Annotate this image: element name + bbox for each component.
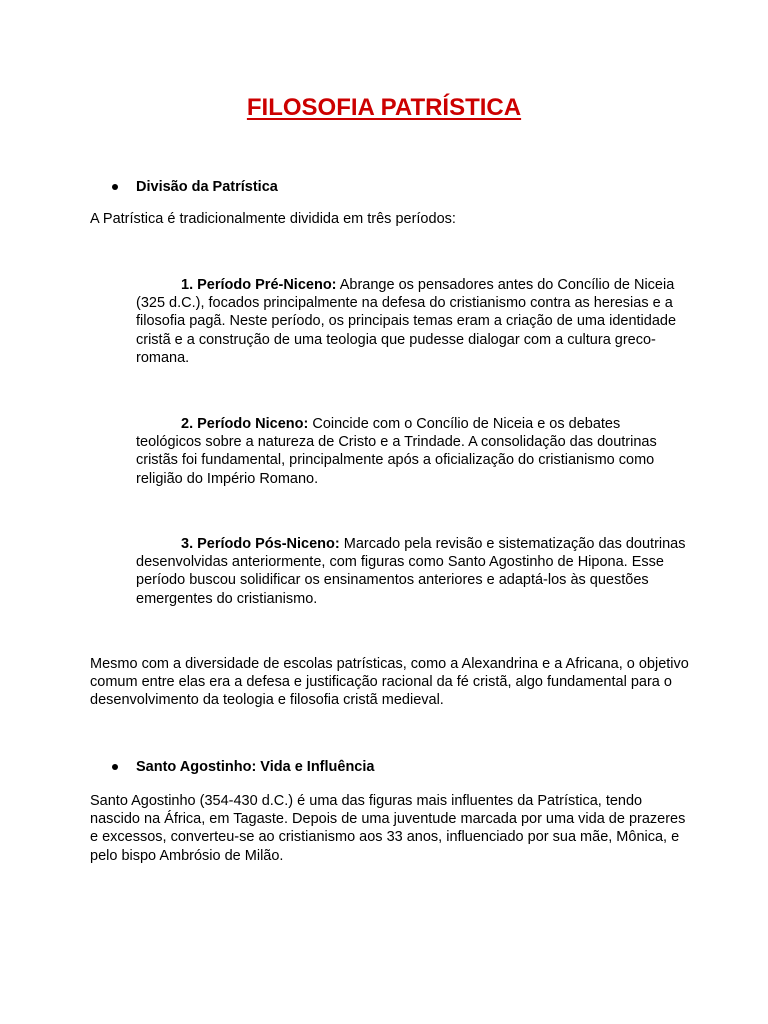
period-item-pre-niceno [136,276,688,367]
period-item-niceno [136,415,688,488]
bullet-dot [112,764,118,770]
period-label: 2. Período Niceno: [181,416,309,432]
document-title: FILOSOFIA PATRÍSTICA [246,94,522,121]
bullet-dot [112,184,118,190]
intro-paragraph: A Patrística é tradicionalmente dividida em três períodos: [90,211,456,227]
period-text: Marcado pela revisão e sistematização das doutrinas desenvolvidas anteriormente, com figuras como Santo Agostinho de Hipona. Esse período buscou solidificar os ensinamentos anteriores e adaptá-los às questões emergentes do cristianismo. [136,536,686,607]
period-label: 3. Período Pós-Niceno: [181,536,340,552]
period-text: Coincide com o Concílio de Niceia e os debates teológicos sobre a natureza de Cristo e a Trindade. A consolidação das doutrinas cristãs foi fundamental, principalmente após a oficialização do cristianismo como religião do Império Romano. [136,416,657,487]
agostinho-paragraph: Santo Agostinho (354-430 d.C.) é uma das figuras mais influentes da Patrística, tendo nascido na África, em Tagaste. Depois de uma juventude marcada por uma vida de prazeres e excessos, converteu-se ao cristianismo aos 33 anos, influenciado por sua mãe, Mônica, e pelo bispo Ambrósio de Milão. [90,793,686,864]
period-item-pos-niceno [136,535,688,608]
period-text: Abrange os pensadores antes do Concílio de Niceia (325 d.C.), focados principalmente na defesa do cristianismo contra as heresias e a filosofia pagã. Neste período, os principais temas eram a criação de uma identidade cristã e a construção de uma teologia que pudesse dialogar com a cultura greco-romana. [136,277,677,366]
section-heading-label: Santo Agostinho: Vida e Influência [136,759,375,775]
period-label: 1. Período Pré-Niceno: [181,277,337,293]
section-heading-label: Divisão da Patrística [136,179,278,195]
closing-paragraph: Mesmo com a diversidade de escolas patrísticas, como a Alexandrina e a Africana, o objetivo comum entre elas era a defesa e justificação racional da fé cristã, algo fundamental para o desenvolvimento da teologia e filosofia cristã medieval. [90,656,689,709]
